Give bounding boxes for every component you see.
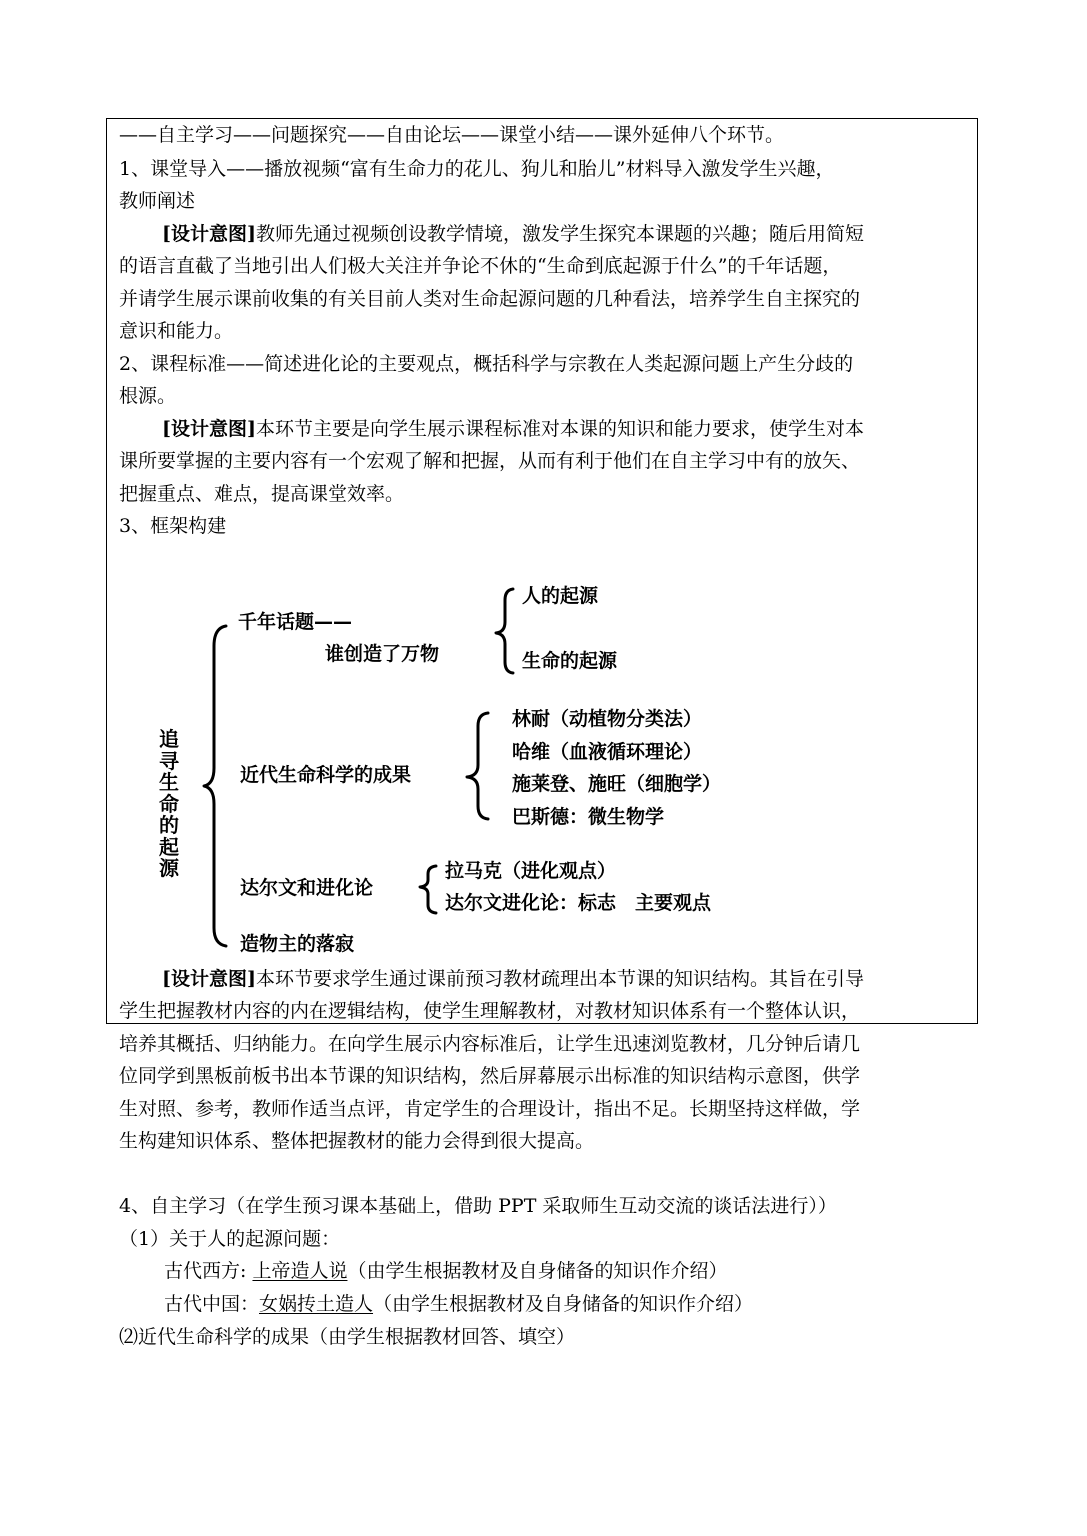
design1-text: 教师先通过视频创设教学情境，激发学生探究本课题的兴趣；随后用简短 — [255, 223, 864, 245]
china-answer: 女娲抟土造人 — [259, 1293, 374, 1315]
west-answer: 上帝造人说 — [252, 1260, 348, 1282]
topic2-label: 近代生命科学的成果 — [240, 764, 412, 786]
intro-line: ——自主学习——问题探究——自由论坛——课堂小结——课外延伸八个环节。 — [119, 124, 785, 146]
topic3-label: 达尔文和进化论 — [240, 877, 374, 899]
design2-line1 — [162, 417, 864, 441]
topic2-sub3: 施莱登、施旺（细胞学） — [512, 773, 722, 795]
section1-line1: 1、课堂导入——播放视频“富有生命力的花儿、狗儿和胎儿”材料导入激发学生兴趣， — [119, 158, 835, 180]
design3-line4: 位同学到黑板前板书出本节课的知识结构，然后屏幕展示出标准的知识结构示意图，供学 — [119, 1065, 861, 1087]
design1-line2: 的语言直截了当地引出人们极大关注并争论不休的“生命到底起源于什么”的千年话题， — [119, 255, 842, 277]
section4-china — [164, 1292, 753, 1316]
design3-line2: 学生把握教材内容的内在逻辑结构，使学生理解教材，对教材知识体系有一个整体认识， — [119, 1000, 861, 1022]
design3-line6: 生构建知识体系、整体把握教材的能力会得到很大提高。 — [119, 1130, 595, 1152]
section1-line2: 教师阐述 — [119, 190, 196, 212]
topic3-sub1: 拉马克（进化观点） — [445, 860, 617, 882]
topic2-sub2: 哈维（血液循环理论） — [512, 741, 703, 763]
topic1-sub1: 人的起源 — [522, 585, 599, 607]
section4-item2: ⑵近代生命科学的成果（由学生根据教材回答、填空） — [119, 1326, 576, 1348]
topic1-label-b: 谁创造了万物 — [325, 643, 440, 665]
design1-label: [设计意图] — [162, 223, 256, 245]
design1-line3: 并请学生展示课前收集的有关目前人类对生命起源问题的几种看法，培养学生自主探究的 — [119, 288, 861, 310]
china-note: （由学生根据教材及自身储备的知识作介绍） — [373, 1293, 754, 1315]
china-prefix: 古代中国： — [164, 1293, 260, 1315]
west-prefix: 古代西方: — [164, 1260, 253, 1282]
design2-text: 本环节主要是向学生展示课程标准对本课的知识和能力要求，使学生对本 — [255, 418, 864, 440]
section4-title: 4、自主学习（在学生预习课本基础上，借助 PPT 采取师生互动交流的谈话法进行）） — [119, 1195, 837, 1217]
design2-line3: 把握重点、难点，提高课堂效率。 — [119, 483, 405, 505]
topic1-label-a: 千年话题—— — [238, 611, 353, 633]
design3-label: [设计意图] — [162, 968, 256, 990]
topic2-sub4: 巴斯德：微生物学 — [512, 806, 665, 828]
design2-line2: 课所要掌握的主要内容有一个宏观了解和把握，从而有利于他们在自主学习中有的放矢、 — [119, 450, 861, 472]
framework-root: 追寻生命的起源 — [159, 727, 179, 880]
west-note: （由学生根据教材及自身储备的知识作介绍） — [347, 1260, 728, 1282]
section2-line1: 2、课程标准——简述进化论的主要观点，概括科学与宗教在人类起源问题上产生分歧的 — [119, 353, 854, 375]
section3-title: 3、框架构建 — [119, 515, 227, 537]
topic4-label: 造物主的落寂 — [240, 933, 355, 955]
topic2-sub1: 林耐（动植物分类法） — [512, 708, 703, 730]
design3-line1 — [162, 967, 864, 991]
section2-line2: 根源。 — [119, 385, 177, 407]
section4-item1: （1）关于人的起源问题： — [119, 1228, 341, 1250]
topic1-sub2: 生命的起源 — [522, 650, 618, 672]
section4-west — [164, 1259, 727, 1283]
design3-line3: 培养其概括、归纳能力。在向学生展示内容标准后，让学生迅速浏览教材，几分钟后请几 — [119, 1033, 861, 1055]
design1-line4: 意识和能力。 — [119, 320, 234, 342]
design2-label: [设计意图] — [162, 418, 256, 440]
topic3-sub2: 达尔文进化论：标志 主要观点 — [445, 892, 712, 914]
design3-line5: 生对照、参考，教师作适当点评，肯定学生的合理设计，指出不足。长期坚持这样做，学 — [119, 1098, 861, 1120]
design1-line1 — [162, 222, 864, 246]
design3-text: 本环节要求学生通过课前预习教材疏理出本节课的知识结构。其旨在引导 — [255, 968, 864, 990]
